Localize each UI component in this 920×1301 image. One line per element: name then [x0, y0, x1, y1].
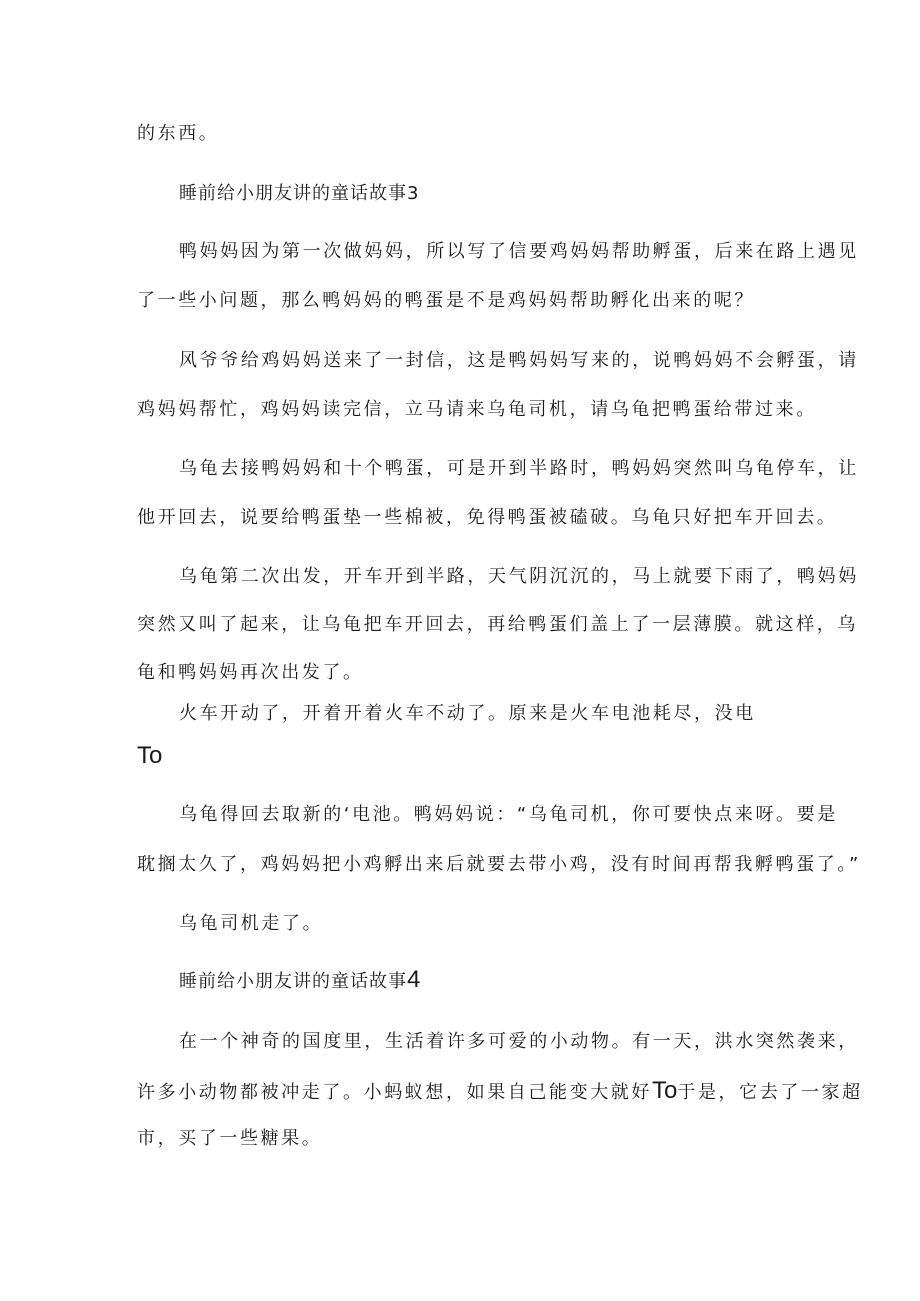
- text-line: 乌龟去接鸭妈妈和十个鸭蛋，可是开到半路时，鸭妈妈突然叫乌龟停车，让: [179, 458, 859, 479]
- text-line: 乌龟得回去取新的‘电池。鸭妈妈说：“乌龟司机，你可要快点来呀。要是: [179, 804, 838, 825]
- text-line: 耽搁太久了，鸡妈妈把小鸡孵出来后就要去带小鸡，没有时间再帮我孵鸭蛋了。”: [137, 854, 861, 875]
- text-line: 火车开动了，开着开着火车不动了。原来是火车电池耗尽，没电: [179, 703, 756, 724]
- text-line: To: [137, 742, 163, 769]
- text-segment: To: [652, 1077, 678, 1104]
- heading-text: 睡前给小朋友讲的童话故事: [179, 971, 407, 992]
- text-line: 突然又叫了起来，让乌龟把车开回去，再给鸭蛋们盖上了一层薄膜。就这样，乌: [137, 614, 858, 635]
- text-line: 在一个神奇的国度里，生活着许多可爱的小动物。有一天，洪水突然袭来，: [179, 1031, 859, 1052]
- section-heading: [179, 968, 420, 994]
- text-line: 风爷爷给鸡妈妈送来了一封信，这是鸭妈妈写来的，说鸭妈妈不会孵蛋，请: [179, 350, 859, 371]
- text-line: 了一些小问题，那么鸭妈妈的鸭蛋是不是鸡妈妈帮助孵化出来的呢？: [137, 290, 755, 311]
- text-line: 市，买了一些糖果。: [137, 1128, 323, 1149]
- text-line: 的东西。: [137, 123, 220, 144]
- text-line: 鸭妈妈因为第一次做妈妈，所以写了信要鸡妈妈帮助孵蛋，后来在路上遇见: [179, 241, 859, 262]
- heading-number: 4: [407, 966, 421, 993]
- text-segment: 许多小动物都被冲走了。小蚂蚁想，如果自己能变大就好: [137, 1082, 652, 1103]
- text-segment: 于是，它去了一家超: [677, 1082, 863, 1103]
- text-line: 他开回去，说要给鸭蛋垫一些棉被，免得鸭蛋被磕破。乌龟只好把车开回去。: [137, 507, 838, 528]
- text-line: 龟和鸭妈妈再次出发了。: [137, 662, 364, 683]
- text-line: 乌龟司机走了。: [179, 913, 324, 934]
- section-heading: 睡前给小朋友讲的童话故事3: [179, 183, 420, 204]
- text-line: 乌龟第二次出发，开车开到半路，天气阴沉沉的，马上就要下雨了，鸭妈妈: [179, 566, 859, 587]
- text-line: 鸡妈妈帮忙，鸡妈妈读完信，立马请来乌龟司机，请乌龟把鸭蛋给带过来。: [137, 399, 817, 420]
- text-line: [137, 1079, 863, 1105]
